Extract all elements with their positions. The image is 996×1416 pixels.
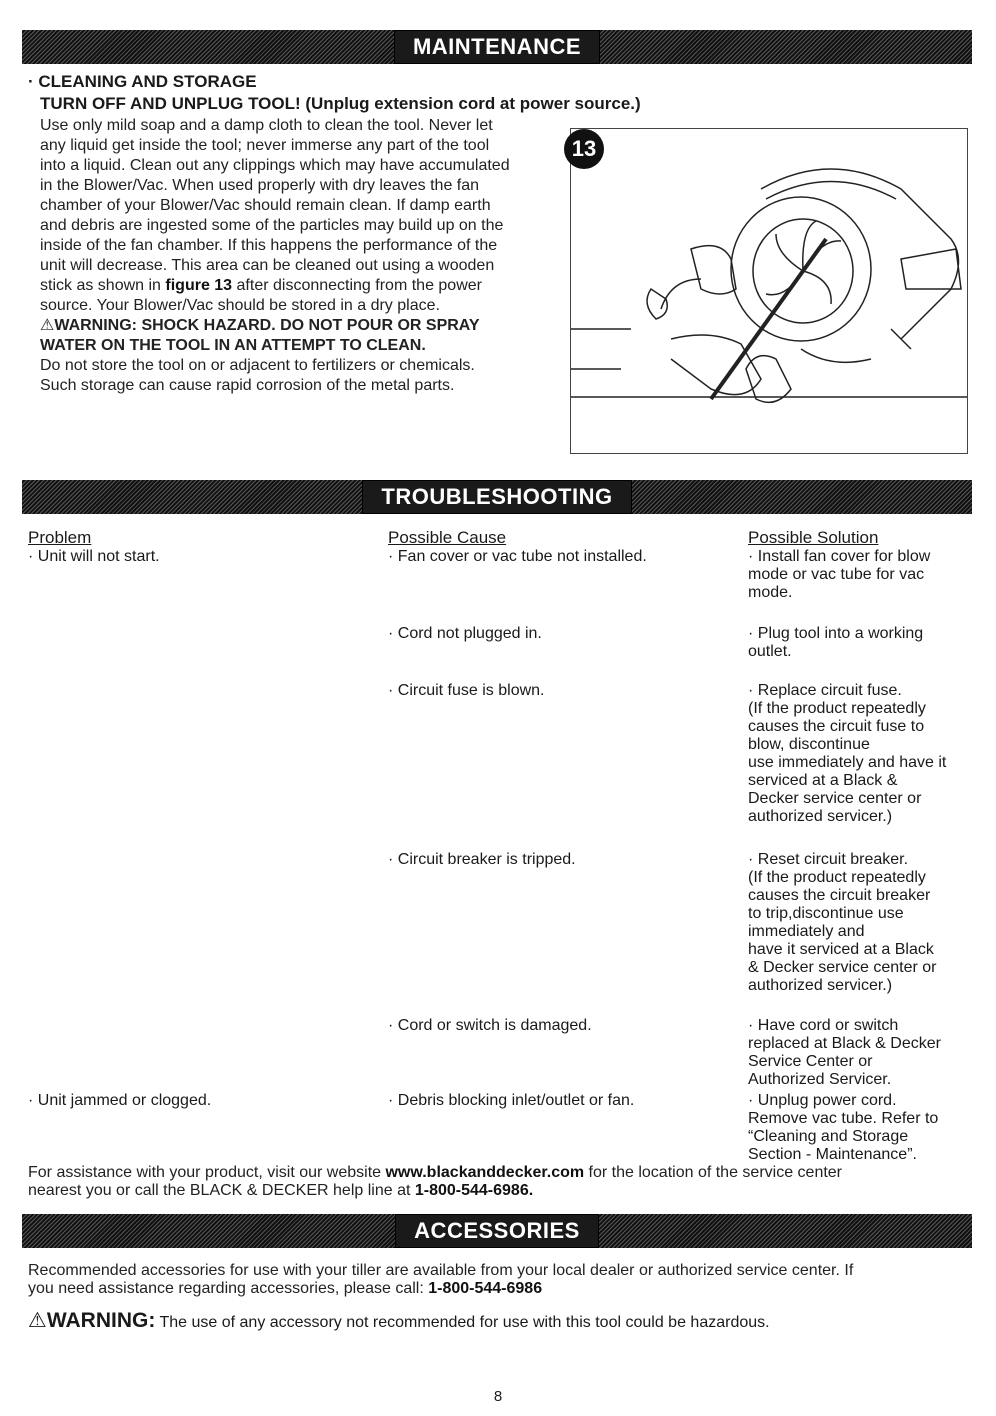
troubleshooting-banner-title: TROUBLESHOOTING: [363, 481, 630, 513]
solution-item: [748, 1092, 938, 1164]
maintenance-banner-title: MAINTENANCE: [395, 31, 599, 63]
solution-item: [748, 682, 946, 826]
solution-line: authorized servicer.): [748, 808, 893, 825]
cause-item: · Cord or switch is damaged.: [388, 1017, 592, 1034]
cause-item: · Circuit fuse is blown.: [388, 682, 545, 699]
paragraph-line: into a liquid. Clean out any clippings which may have accumulated: [40, 157, 510, 174]
paragraph-line: Use only mild soap and a damp cloth to clean the tool. Never let: [40, 117, 493, 134]
accessories-banner: [22, 1214, 972, 1248]
cause-item: · Fan cover or vac tube not installed.: [388, 548, 647, 565]
paragraph-line: [40, 276, 570, 296]
paragraph-line: and debris are ingested some of the particles may build up on the: [40, 217, 504, 234]
solution-line: “Cleaning and Storage: [748, 1128, 909, 1145]
assistance-line: [28, 1182, 968, 1200]
solution-line: Section - Maintenance”.: [748, 1146, 917, 1163]
solution-line: authorized servicer.): [748, 977, 893, 994]
solution-line: use immediately and have it: [748, 754, 947, 771]
accessories-line: Recommended accessories for use with your tiller are available from your local dealer or authorized service center. If: [28, 1262, 854, 1279]
cleaning-paragraph: [40, 116, 570, 396]
cause-item: · Cord not plugged in.: [388, 625, 542, 642]
solution-line: outlet.: [748, 643, 792, 660]
storage-line: Such storage can cause rapid corrosion of the metal parts.: [40, 377, 455, 394]
figure-13-illustration: [570, 128, 968, 454]
text-span: you need assistance regarding accessories, please call:: [28, 1280, 429, 1297]
cleaning-storage-heading: · CLEANING AND STORAGE: [28, 72, 257, 91]
solution-line: to trip,discontinue use: [748, 905, 904, 922]
solution-item: [748, 548, 930, 602]
warning-text: The use of any accessory not recommended for use with this tool could be hazardous.: [155, 1314, 770, 1331]
maintenance-banner: [22, 30, 972, 64]
solution-item: [748, 1017, 941, 1089]
accessories-banner-title: ACCESSORIES: [396, 1215, 598, 1247]
solution-line: causes the circuit breaker: [748, 887, 931, 904]
solution-column-header: Possible Solution: [748, 528, 879, 547]
troubleshooting-banner: [22, 480, 972, 514]
storage-line: Do not store the tool on or adjacent to fertilizers or chemicals.: [40, 357, 475, 374]
solution-line: · Have cord or switch: [748, 1017, 899, 1034]
paragraph-line: any liquid get inside the tool; never immerse any part of the tool: [40, 137, 490, 154]
solution-line: · Plug tool into a working: [748, 625, 924, 642]
page-number: 8: [493, 1388, 503, 1405]
solution-line: mode.: [748, 584, 793, 601]
shock-warning-line: WATER ON THE TOOL IN AN ATTEMPT TO CLEAN.: [40, 337, 426, 354]
shock-warning-line: ⚠WARNING: SHOCK HAZARD. DO NOT POUR OR SPRAY: [40, 317, 480, 334]
accessories-line: [28, 1280, 968, 1298]
problem-item: · Unit will not start.: [28, 548, 160, 565]
paragraph-line: unit will decrease. This area can be cleaned out using a wooden: [40, 257, 495, 274]
cause-item: · Circuit breaker is tripped.: [388, 851, 576, 868]
cause-column-header: Possible Cause: [388, 528, 507, 547]
text-span: nearest you or call the BLACK & DECKER help line at: [28, 1182, 415, 1199]
solution-line: & Decker service center or: [748, 959, 937, 976]
solution-line: replaced at Black & Decker: [748, 1035, 941, 1052]
text-span: For assistance with your product, visit our website: [28, 1164, 386, 1181]
solution-line: serviced at a Black &: [748, 772, 898, 789]
text-span: stick as shown in: [40, 277, 166, 294]
figure-reference: figure 13: [165, 277, 233, 294]
solution-item: [748, 851, 937, 995]
solution-line: · Unplug power cord.: [748, 1092, 897, 1109]
unplug-notice: TURN OFF AND UNPLUG TOOL! (Unplug extension cord at power source.): [40, 94, 641, 113]
problem-column-header: Problem: [28, 528, 92, 547]
solution-line: Remove vac tube. Refer to: [748, 1110, 939, 1127]
warning-label: ⚠WARNING:: [28, 1309, 156, 1332]
assistance-note: [28, 1164, 968, 1200]
solution-line: (If the product repeatedly: [748, 700, 926, 717]
figure-13-badge: 13: [564, 129, 604, 169]
blower-cleaning-drawing: [571, 129, 967, 453]
solution-line: causes the circuit fuse to: [748, 718, 925, 735]
text-span: after disconnecting from the power: [232, 277, 482, 294]
paragraph-line: inside of the fan chamber. If this happens the performance of the: [40, 237, 498, 254]
solution-line: blow, discontinue: [748, 736, 870, 753]
text-span: for the location of the service center: [584, 1164, 843, 1181]
assistance-line: [28, 1164, 968, 1182]
accessories-paragraph: [28, 1262, 968, 1298]
solution-line: have it serviced at a Black: [748, 941, 934, 958]
solution-line: · Replace circuit fuse.: [748, 682, 902, 699]
solution-line: immediately and: [748, 923, 865, 940]
paragraph-line: in the Blower/Vac. When used properly with dry leaves the fan: [40, 177, 480, 194]
solution-line: (If the product repeatedly: [748, 869, 926, 886]
solution-line: · Install fan cover for blow: [748, 548, 931, 565]
accessories-warning: [28, 1308, 770, 1333]
problem-item: · Unit jammed or clogged.: [28, 1092, 212, 1109]
cause-item: · Debris blocking inlet/outlet or fan.: [388, 1092, 635, 1109]
solution-line: Authorized Servicer.: [748, 1071, 892, 1088]
paragraph-line: source. Your Blower/Vac should be stored in a dry place.: [40, 297, 440, 314]
paragraph-line: chamber of your Blower/Vac should remain clean. If damp earth: [40, 197, 491, 214]
solution-line: · Reset circuit breaker.: [748, 851, 909, 868]
solution-line: Decker service center or: [748, 790, 922, 807]
help-phone-number: 1-800-544-6986.: [414, 1182, 534, 1199]
solution-line: Service Center or: [748, 1053, 873, 1070]
accessories-phone-number: 1-800-544-6986: [428, 1280, 543, 1297]
solution-item: [748, 625, 923, 661]
solution-line: mode or vac tube for vac: [748, 566, 925, 583]
website-link[interactable]: www.blackanddecker.com: [385, 1164, 585, 1181]
